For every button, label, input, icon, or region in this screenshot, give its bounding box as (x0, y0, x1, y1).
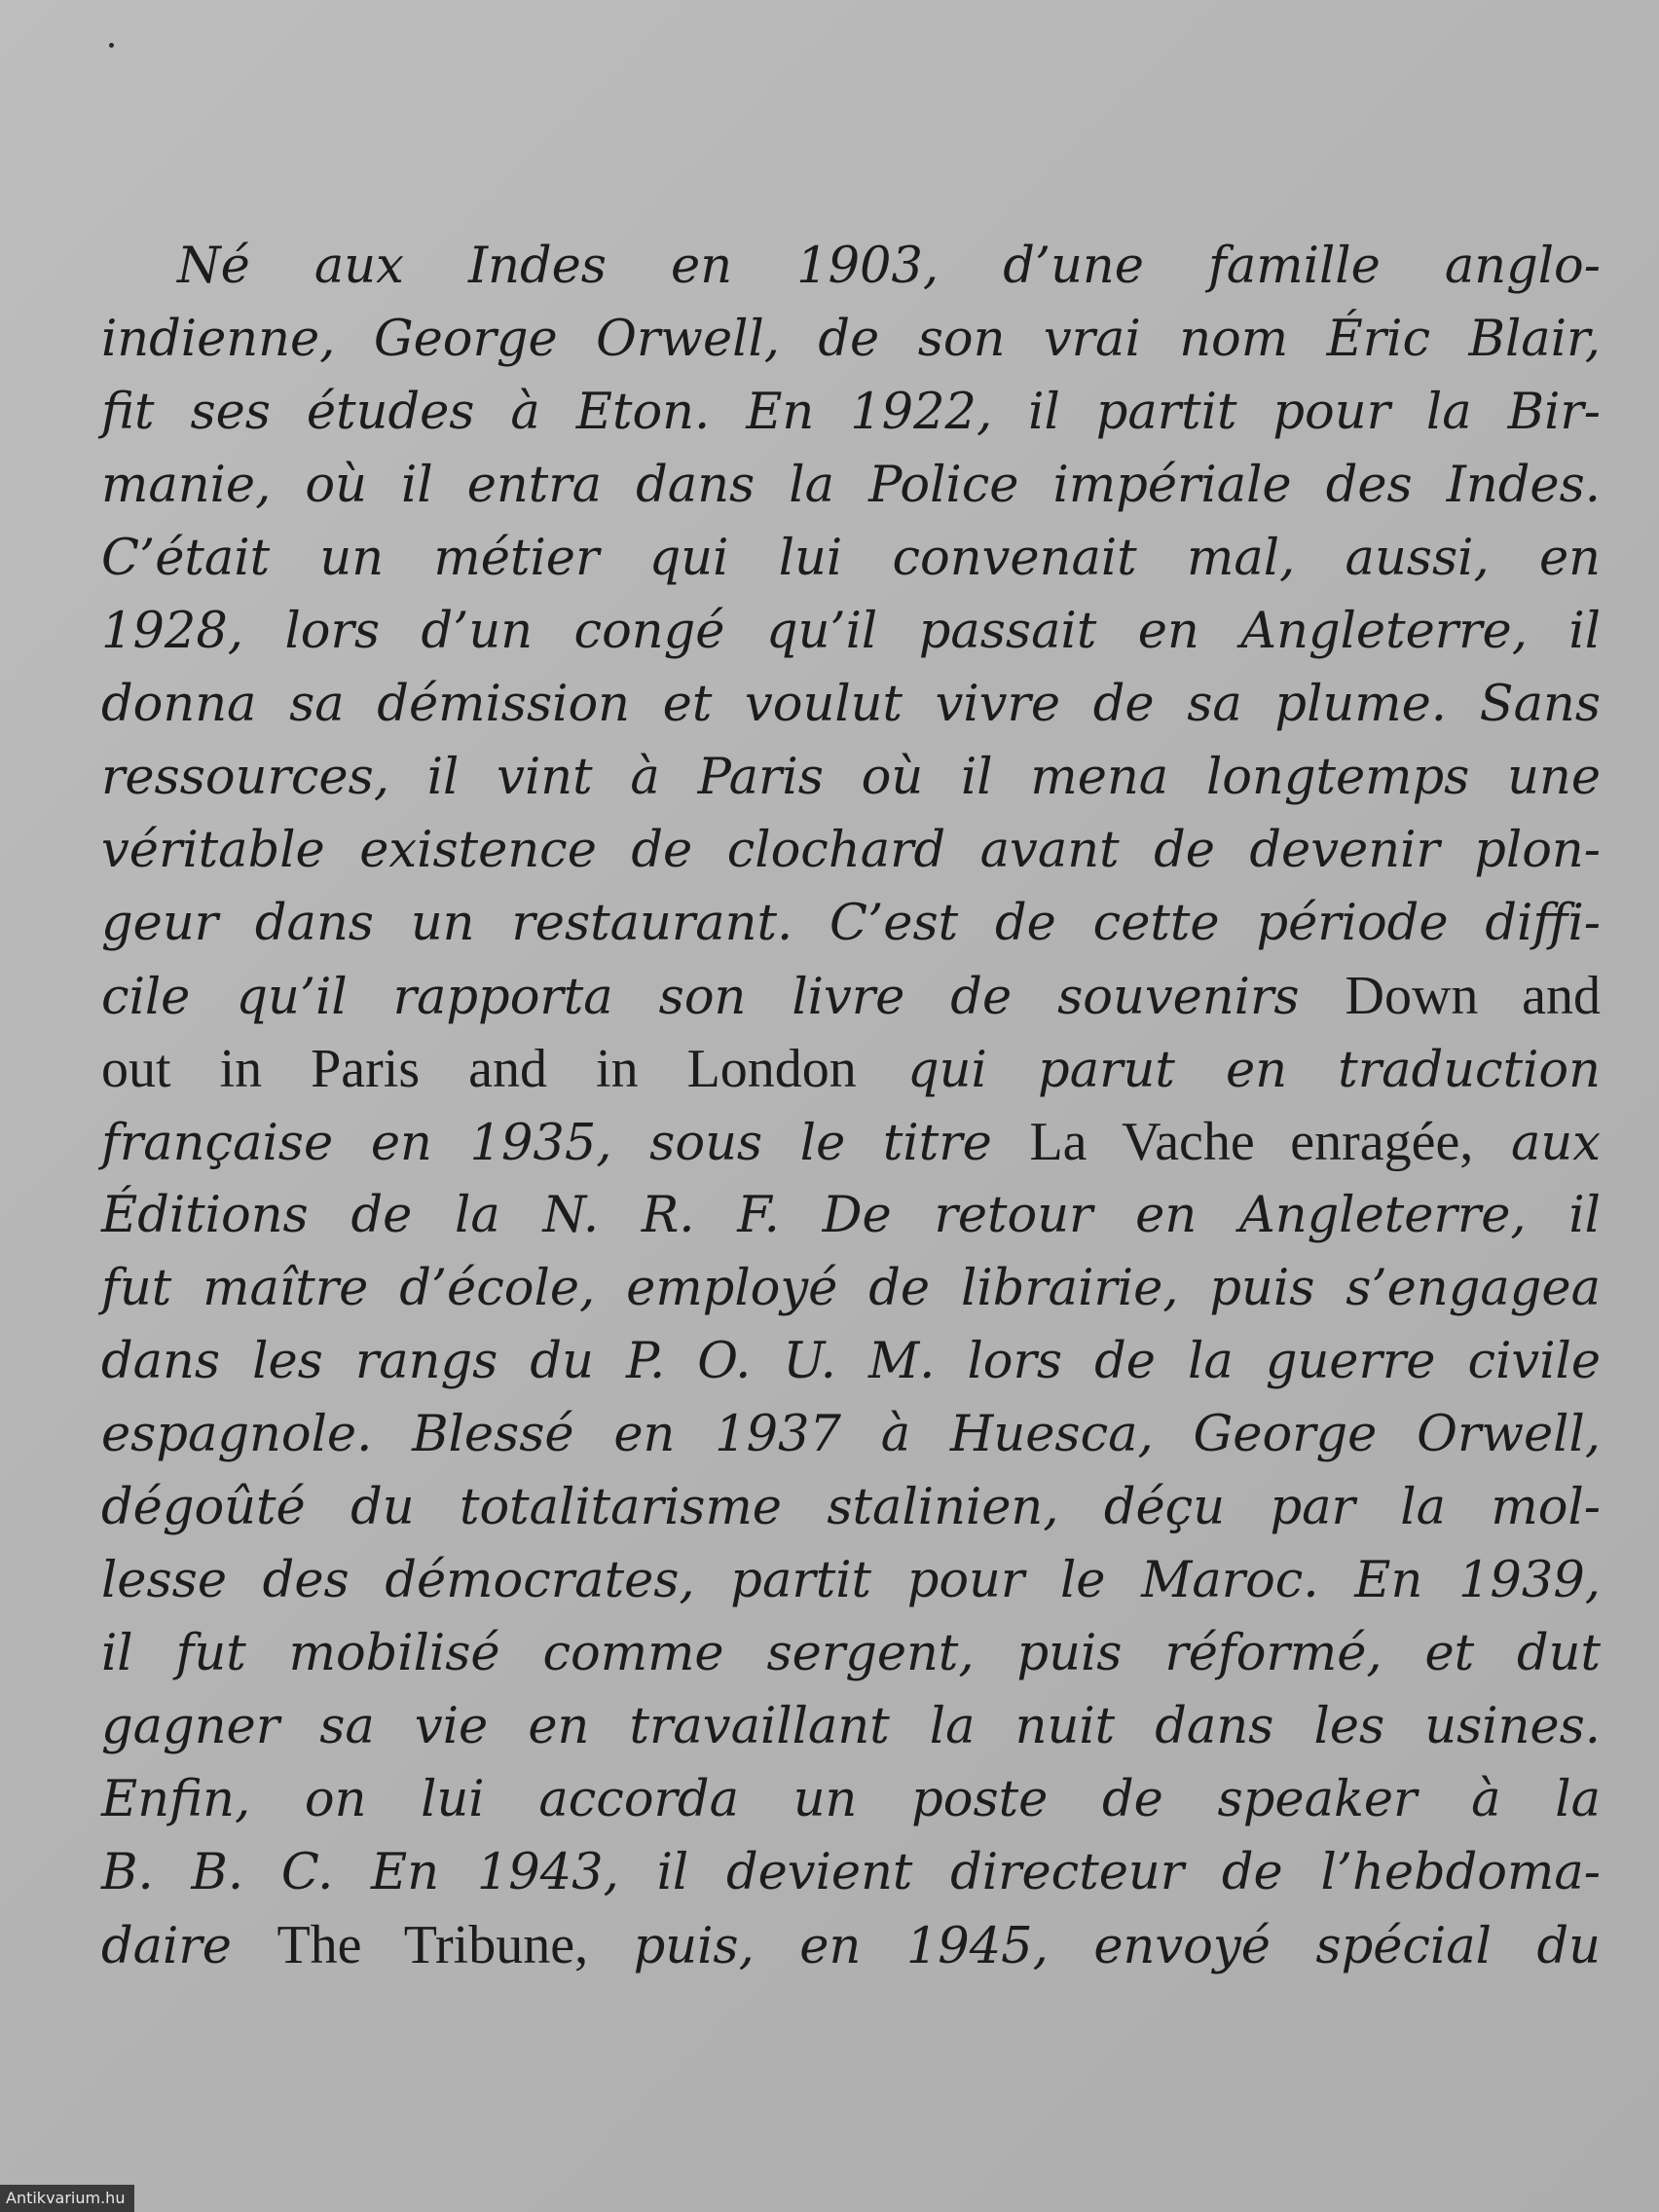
text-line (101, 1544, 1601, 1617)
text-segment: qui parut en traduction (856, 1042, 1601, 1099)
text-line (101, 1836, 1601, 1909)
text-segment: cile qu’il rapporta son livre de souvenirs (101, 969, 1346, 1026)
text-line (101, 1398, 1601, 1471)
text-segment: française en 1935, sous le titre (101, 1115, 1030, 1172)
text-segment: Né aux Indes en 1903, d’une famille anglo- (177, 238, 1601, 295)
text-segment: aux (1473, 1115, 1601, 1172)
text-segment: Éditions de la N. R. F. De retour en Angleterre, il (101, 1187, 1601, 1244)
text-segment: daire (101, 1918, 277, 1975)
title-segment: out in Paris and in London (101, 1039, 857, 1099)
text-segment: donna sa démission et voulut vivre de sa plume. Sans (101, 676, 1601, 733)
text-line (101, 1909, 1601, 1982)
page-speck (109, 43, 114, 48)
text-line (101, 522, 1601, 595)
text-segment: indienne, George Orwell, de son vrai nom Éric Blair, (101, 311, 1601, 368)
text-line (101, 1033, 1601, 1106)
text-line (101, 1763, 1601, 1836)
text-line (101, 230, 1601, 303)
text-line (101, 1617, 1601, 1690)
biography-paragraph (101, 230, 1601, 1982)
text-segment: C’était un métier qui lui convenait mal, aussi, en (101, 530, 1601, 587)
watermark: Antikvarium.hu (0, 2185, 134, 2212)
title-segment: The Tribune, (276, 1915, 589, 1975)
text-line (101, 887, 1601, 960)
text-segment: véritable existence de clochard avant de devenir plon- (101, 822, 1601, 879)
text-segment: Enfin, on lui accorda un poste de speaker à la (101, 1771, 1601, 1828)
text-line (101, 1179, 1601, 1252)
text-segment: ressources, il vint à Paris où il mena longtemps une (101, 749, 1601, 806)
text-line (101, 668, 1601, 741)
text-segment: manie, où il entra dans la Police impériale des Indes. (101, 457, 1601, 514)
text-line (101, 960, 1601, 1033)
text-segment: fit ses études à Eton. En 1922, il partit pour la Bir- (101, 384, 1601, 441)
text-segment: il fut mobilisé comme sergent, puis réformé, et dut (101, 1625, 1601, 1682)
text-line (101, 1690, 1601, 1763)
text-line (101, 1252, 1601, 1325)
text-segment: fut maître d’école, employé de librairie, puis s’engagea (101, 1260, 1601, 1317)
text-segment: gagner sa vie en travaillant la nuit dans les usines. (101, 1698, 1601, 1755)
text-segment: espagnole. Blessé en 1937 à Huesca, George Orwell, (101, 1406, 1601, 1463)
text-segment: lesse des démocrates, partit pour le Maroc. En 1939, (101, 1552, 1601, 1609)
text-segment: 1928, lors d’un congé qu’il passait en Angleterre, il (101, 603, 1601, 660)
text-segment: geur dans un restaurant. C’est de cette période diffi- (101, 895, 1601, 952)
text-line (101, 449, 1601, 522)
text-line (101, 1106, 1601, 1179)
text-segment: puis, en 1945, envoyé spécial du (588, 1918, 1601, 1975)
text-segment: dégoûté du totalitarisme stalinien, déçu par la mol- (101, 1479, 1601, 1536)
title-segment: Down and (1345, 966, 1601, 1026)
text-line (101, 376, 1601, 449)
title-segment: La Vache enragée, (1029, 1112, 1474, 1172)
text-line (101, 303, 1601, 376)
text-line (101, 741, 1601, 814)
text-line (101, 1471, 1601, 1544)
text-line (101, 814, 1601, 887)
text-line (101, 1325, 1601, 1398)
text-line (101, 595, 1601, 668)
text-segment: dans les rangs du P. O. U. M. lors de la guerre civile (101, 1333, 1601, 1390)
text-segment: B. B. C. En 1943, il devient directeur de l’hebdoma- (101, 1844, 1601, 1901)
